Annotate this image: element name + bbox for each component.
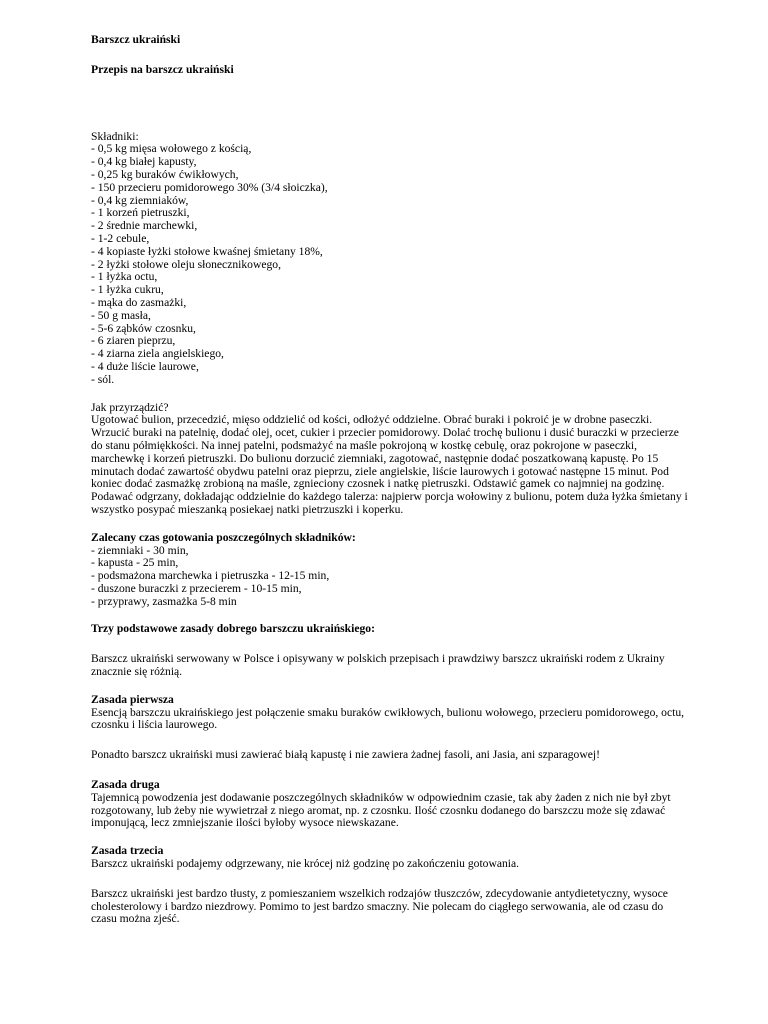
- cooking-time-item: - podsmażona marchewka i pietruszka - 12-15 min,: [91, 569, 330, 583]
- rule-first-section: [91, 694, 691, 732]
- ingredient-item: - 50 g masła,: [91, 308, 151, 322]
- ingredient-item: - 4 ziarna ziela angielskiego,: [91, 347, 224, 361]
- rule-third-heading: Zasada trzecia: [91, 844, 164, 858]
- ingredient-item: - 1 korzeń pietruszki,: [91, 206, 190, 220]
- document-content: [91, 34, 691, 926]
- ingredient-item: - 1 łyżka octu,: [91, 270, 158, 284]
- cooking-time-item: - kapusta - 25 min,: [91, 556, 179, 570]
- ingredient-item: - 6 ziaren pieprzu,: [91, 334, 176, 348]
- document-subtitle: Przepis na barszcz ukraiński: [91, 62, 234, 76]
- cooking-time-item: - duszone buraczki z przecierem - 10-15 min,: [91, 581, 302, 595]
- ingredient-item: - 2 średnie marchewki,: [91, 219, 198, 233]
- ingredient-item: - mąka do zasmażki,: [91, 295, 187, 309]
- ingredient-item: - 0,4 kg białej kapusty,: [91, 155, 197, 169]
- ingredients-list: [91, 143, 691, 386]
- rule-second-section: [91, 779, 691, 830]
- cooking-times-heading: Zalecany czas gotowania poszczególnych składników:: [91, 530, 356, 544]
- rules-note: Ponadto barszcz ukraiński musi zawierać białą kapustę i nie zawiera żadnej fasoli, ani Jasia, ani szparagowej!: [91, 748, 600, 762]
- closing-paragraph: Barszcz ukraiński jest bardzo tłusty, z pomieszaniem wszelkich rodzajów tłuszczów, zdecydowanie antydietetyczny, wysoce cholesterolowy i bardzo niezdrowy. Pomimo to jest bardzo smaczny. Nie polecam do ciągłego serwowania, ale od czasu do czasu można zjeść.: [91, 886, 668, 926]
- document-title: Barszcz ukraiński: [91, 33, 181, 46]
- ingredient-item: - 0,5 kg mięsa wołowego z kością,: [91, 142, 252, 156]
- ingredient-item: - sól.: [91, 372, 115, 386]
- ingredients-label: Składniki:: [91, 129, 139, 143]
- rule-second-heading: Zasada druga: [91, 778, 160, 792]
- rule-third-section: [91, 845, 691, 871]
- rule-second-text: Tajemnicą powodzenia jest dodawanie poszczególnych składników w odpowiednim czasie, tak aby żaden z nich nie był zbyt rozgotowany, lub żeby nie wywietrzał z niego aromat, np. z czosnku. Ilość czosnku dodanego do barszczu może się zdawać imponującą, lecz zmniejszanie ilości byłoby wysoce niewskazane.: [91, 790, 671, 830]
- ingredient-item: - 0,4 kg ziemniaków,: [91, 193, 189, 207]
- ingredient-item: - 150 przecieru pomidorowego 30% (3/4 słoiczka),: [91, 180, 328, 194]
- preparation-label: Jak przyrządzić?: [91, 400, 169, 414]
- ingredient-item: - 0,25 kg buraków ćwikłowych,: [91, 167, 239, 181]
- preparation-section: [91, 402, 691, 517]
- ingredient-item: - 5-6 ząbków czosnku,: [91, 321, 196, 335]
- rule-first-heading: Zasada pierwsza: [91, 692, 174, 706]
- rule-first-text: Esencją barszczu ukraińskiego jest połączenie smaku buraków cwikłowych, bulionu wołowego, przecieru pomidorowego, octu, czosnku i liścia laurowego.: [91, 705, 685, 732]
- ingredient-item: - 4 kopiaste łyżki stołowe kwaśnej śmietany 18%,: [91, 244, 323, 258]
- preparation-text: Ugotować bulion, przecedzić, mięso oddzielić od kości, odłożyć oddzielne. Obrać buraki i pokroić je w drobne paseczki. Wrzucić buraki na patelnię, dodać olej, ocet, cukier i przecier pomidorowy. Dolać trochę bulionu i dusić buraczki w przecierze do stanu półmiękkości. Na innej patelni, podsmażyć na maśle pokrojoną w kostkę cebulę, oraz pokrojone w paseczki, marchewkę i korzeń pietruszki. Do bulionu dorzucić ziemniaki, zagotować, następnie dodać poszatkowaną kapustę. Po 15 minutach dodać zawartość obydwu patelni oraz pieprzu, ziele angielskie, liście laurowych i gotować następne 15 minut. Pod koniec dodać zasmażkę zrobioną na maśle, zgnieciony czosnek i natkę pietruszki. Odstawić gamek co najmniej na godzinę. Podawać odgrzany, dokładając oddzielnie do każdego talerza: najpierw porcja wołowiny z bulionu, potem duża łyżka śmietany i wszystko posypać mieszanką posiekaej natki pietrzuszki i koperku.: [91, 413, 688, 516]
- cooking-time-item: - przyprawy, zasmażka 5-8 min: [91, 594, 237, 608]
- ingredient-item: - 2 łyżki stołowe oleju słonecznikowego,: [91, 257, 281, 271]
- rules-intro: Barszcz ukraiński serwowany w Polsce i opisywany w polskich przepisach i prawdziwy barszcz ukraiński rodem z Ukrainy znacznie się różnią.: [91, 652, 665, 679]
- rules-heading: Trzy podstawowe zasady dobrego barszczu ukraińskiego:: [91, 622, 375, 636]
- cooking-times-list: [91, 545, 691, 609]
- cooking-time-item: - ziemniaki - 30 min,: [91, 543, 189, 557]
- rule-third-text: Barszcz ukraiński podajemy odgrzewany, nie krócej niż godzinę po zakończeniu gotowania.: [91, 857, 520, 871]
- cooking-times-section: [91, 532, 691, 609]
- ingredient-item: - 4 duże liście laurowe,: [91, 359, 199, 373]
- ingredients-section: [91, 131, 691, 387]
- ingredient-item: - 1-2 cebule,: [91, 231, 150, 245]
- ingredient-item: - 1 łyżka cukru,: [91, 283, 164, 297]
